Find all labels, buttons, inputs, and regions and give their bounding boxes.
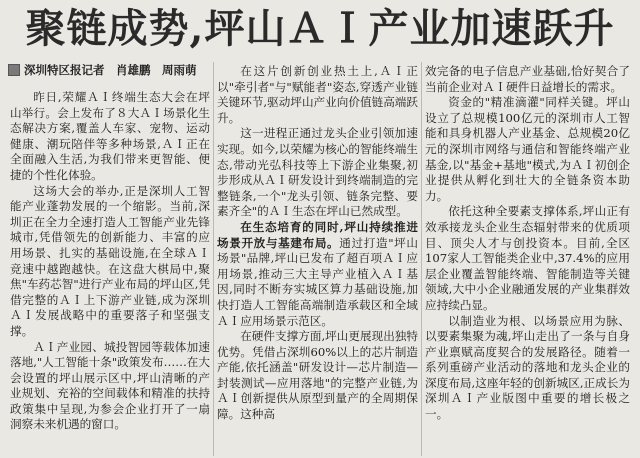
byline	[8, 60, 208, 80]
paragraph: 昨日,荣耀ＡＩ终端生态大会在坪山举行。会上发布了８大ＡＩ场景化生态解决方案,覆盖人车家、宠物、运动健康、潮玩陪伴等多种场景,ＡＩ正在全面融入生活,为我们带来更智能、便捷的个性化体验。	[10, 90, 210, 182]
paragraph: ＡＩ产业园、城投智园等载体加速落地,"人工智能十条"政策发布……在大会设置的坪山展示区中,坪山清晰的产业规划、充裕的空间载体和精准的扶持政策集中呈现,为参会企业打开了一扇洞察未来机遇的窗口。	[10, 339, 210, 432]
article-headline: 聚链成势,坪山ＡＩ产业加速跃升	[25, 5, 615, 52]
paragraph: 以制造业为根、以场景应用为脉、以要素集聚为魂,坪山走出了一条与自身产业禀赋高度契合的发展路径。随着一系列重磅产业活动的落地和龙头企业的深度布局,这座年轻的创新城区,正成长为深圳ＡＩ产业版图中重要的增长极之一。	[425, 313, 630, 422]
paragraph: 这场大会的举办,正是深圳人工智能产业蓬勃发展的一个缩影。当前,深圳正在全力全速打造人工智能产业先锋城市,凭借领先的创新能力、丰富的应用场景、扎实的基础设施,在全球ＡＩ竞速中越跑越快。在这盘大棋局中,聚焦"车药芯智"进行产业布局的坪山区,凭借完整的ＡＩ上下游产业链,成为深圳ＡＩ发展战略中的重要落子和坚强支撑。	[10, 183, 210, 338]
paragraph: 在硬件支撑方面,坪山更展现出独特优势。凭借占深圳60%以上的芯片制造产能,依托涵盖"研发设计—芯片制造—封装测试—应用落地"的完整产业链,为ＡＩ创新提供从原型到量产的全周期保障。这种高	[217, 329, 418, 422]
paragraph: 依托这种全要素支撑体系,坪山正有效承接龙头企业生态辐射带来的优质项目、顶尖人才与创投资本。目前,全区107家人工智能类企业中,37.4%的应用层企业覆盖智能终端、智能制造等关键领域,大中小企业融通发展的产业集群效应持续凸显。	[425, 204, 630, 312]
paragraph-lead-sentence: 在生态培育的同时,坪山持续推进场景开放与基建布局。	[217, 219, 418, 250]
byline-text: 深圳特区报记者 肖雄鹏 周雨萌	[24, 63, 197, 77]
byline-square-icon	[8, 64, 20, 76]
column-divider	[421, 62, 422, 456]
paragraph: 这一进程正通过龙头企业引领加速实现。如今,以荣耀为核心的智能终端生态,带动光弘科技等上下游企业集聚,初步形成从ＡＩ研发设计到终端制造的完整链条,一个"龙头引领、链条完整、要素齐全"的ＡＩ生态在坪山已然成型。	[217, 126, 418, 219]
article-column-1	[10, 90, 210, 456]
article-column-3	[425, 64, 630, 456]
column-divider	[213, 62, 214, 456]
paragraph	[217, 220, 418, 329]
paragraph: 在这片创新创业热土上,ＡＩ正以"牵引者"与"赋能者"姿态,穿透产业链关键环节,驱动坪山产业向价值链高端跃升。	[217, 64, 418, 125]
article-column-2	[217, 64, 418, 456]
paragraph: 效完备的电子信息产业基础,恰好契合了当前企业对ＡＩ硬件日益增长的需求。	[425, 64, 630, 94]
paragraph-body: 通过打造"坪山场景"品牌,坪山已发布了超百项ＡＩ应用场景,推动三大主导产业植入ＡＩ基因,同时不断夯实城区算力基础设施,加快打造人工智能高端制造承载区和全域ＡＩ应用场景示范区。	[217, 235, 418, 328]
paragraph: 资金的"精准滴灌"同样关键。坪山设立了总规模100亿元的深圳市人工智能和具身机器人产业基金、总规模20亿元的深圳市网络与通信和智能终端产业基金,以"基金+基地"模式,为ＡＩ初创企业提供从孵化到壮大的全链条资本助力。	[425, 95, 630, 203]
